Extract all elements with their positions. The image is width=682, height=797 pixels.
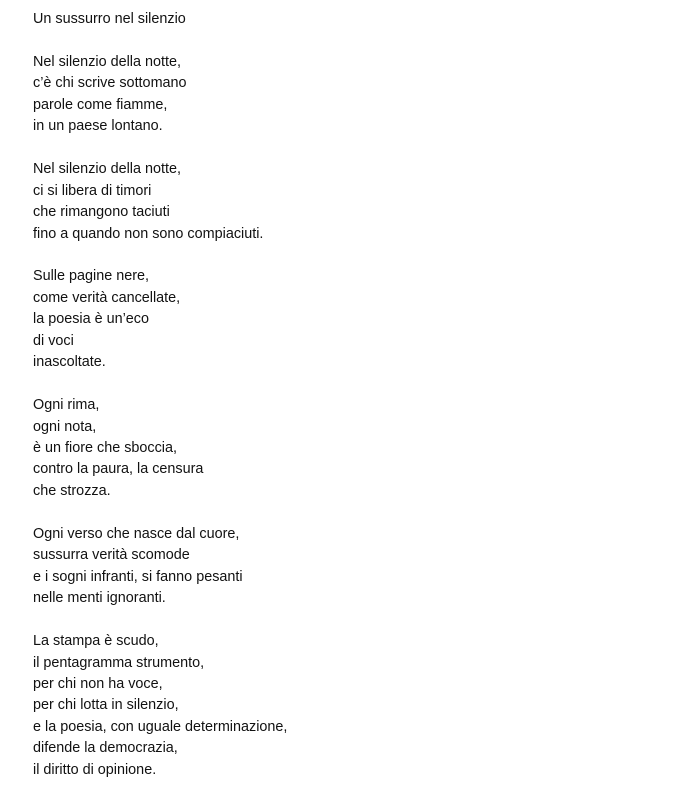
poem-line: la poesia è un’eco	[33, 311, 150, 328]
poem-line: in un paese lontano.	[33, 118, 163, 135]
poem-line: Nel silenzio della notte,	[33, 53, 181, 70]
poem-line: sussurra verità scomode	[33, 547, 190, 564]
poem-line: inascoltate.	[33, 354, 106, 371]
poem-line: e i sogni infranti, si fanno pesanti	[33, 568, 243, 585]
poem-title: Un sussurro nel silenzio	[33, 11, 186, 27]
poem-line: c’è chi scrive sottomano	[33, 75, 187, 92]
stanza-1	[33, 52, 663, 138]
stanza-4	[33, 395, 663, 502]
poem-line: è un fiore che sboccia,	[33, 440, 177, 456]
poem-line: che strozza.	[33, 482, 111, 499]
poem-line: nelle menti ignoranti.	[33, 590, 166, 607]
stanza-6	[33, 631, 663, 781]
poem-line: fino a quando non sono compiaciuti.	[33, 225, 264, 242]
poem-document	[33, 9, 663, 781]
poem-line: La stampa è scudo,	[33, 633, 159, 650]
poem-line: come verità cancellate,	[33, 289, 181, 306]
stanza-2	[33, 159, 663, 245]
poem-line: che rimangono taciuti	[33, 204, 170, 221]
poem-line: di voci	[33, 332, 74, 349]
poem-line: difende la democrazia,	[33, 740, 178, 757]
poem-line: Ogni rima,	[33, 397, 100, 414]
poem-line: per chi non ha voce,	[33, 675, 163, 692]
poem-line: il diritto di opinione.	[33, 761, 157, 778]
poem-line: Ogni verso che nasce dal cuore,	[33, 525, 240, 542]
poem-line: Sulle pagine nere,	[33, 268, 150, 285]
poem-line: per chi lotta in silenzio,	[33, 697, 179, 714]
poem-line: Nel silenzio della notte,	[33, 161, 181, 178]
poem-line: parole come fiamme,	[33, 96, 168, 113]
poem-line: e la poesia, con uguale determinazione,	[33, 718, 288, 735]
stanza-5	[33, 524, 663, 610]
poem-line: contro la paura, la censura	[33, 461, 204, 478]
stanza-3	[33, 266, 663, 373]
poem-line: ogni nota,	[33, 418, 97, 435]
poem-line: ci si libera di timori	[33, 182, 152, 199]
poem-line: il pentagramma strumento,	[33, 654, 205, 671]
